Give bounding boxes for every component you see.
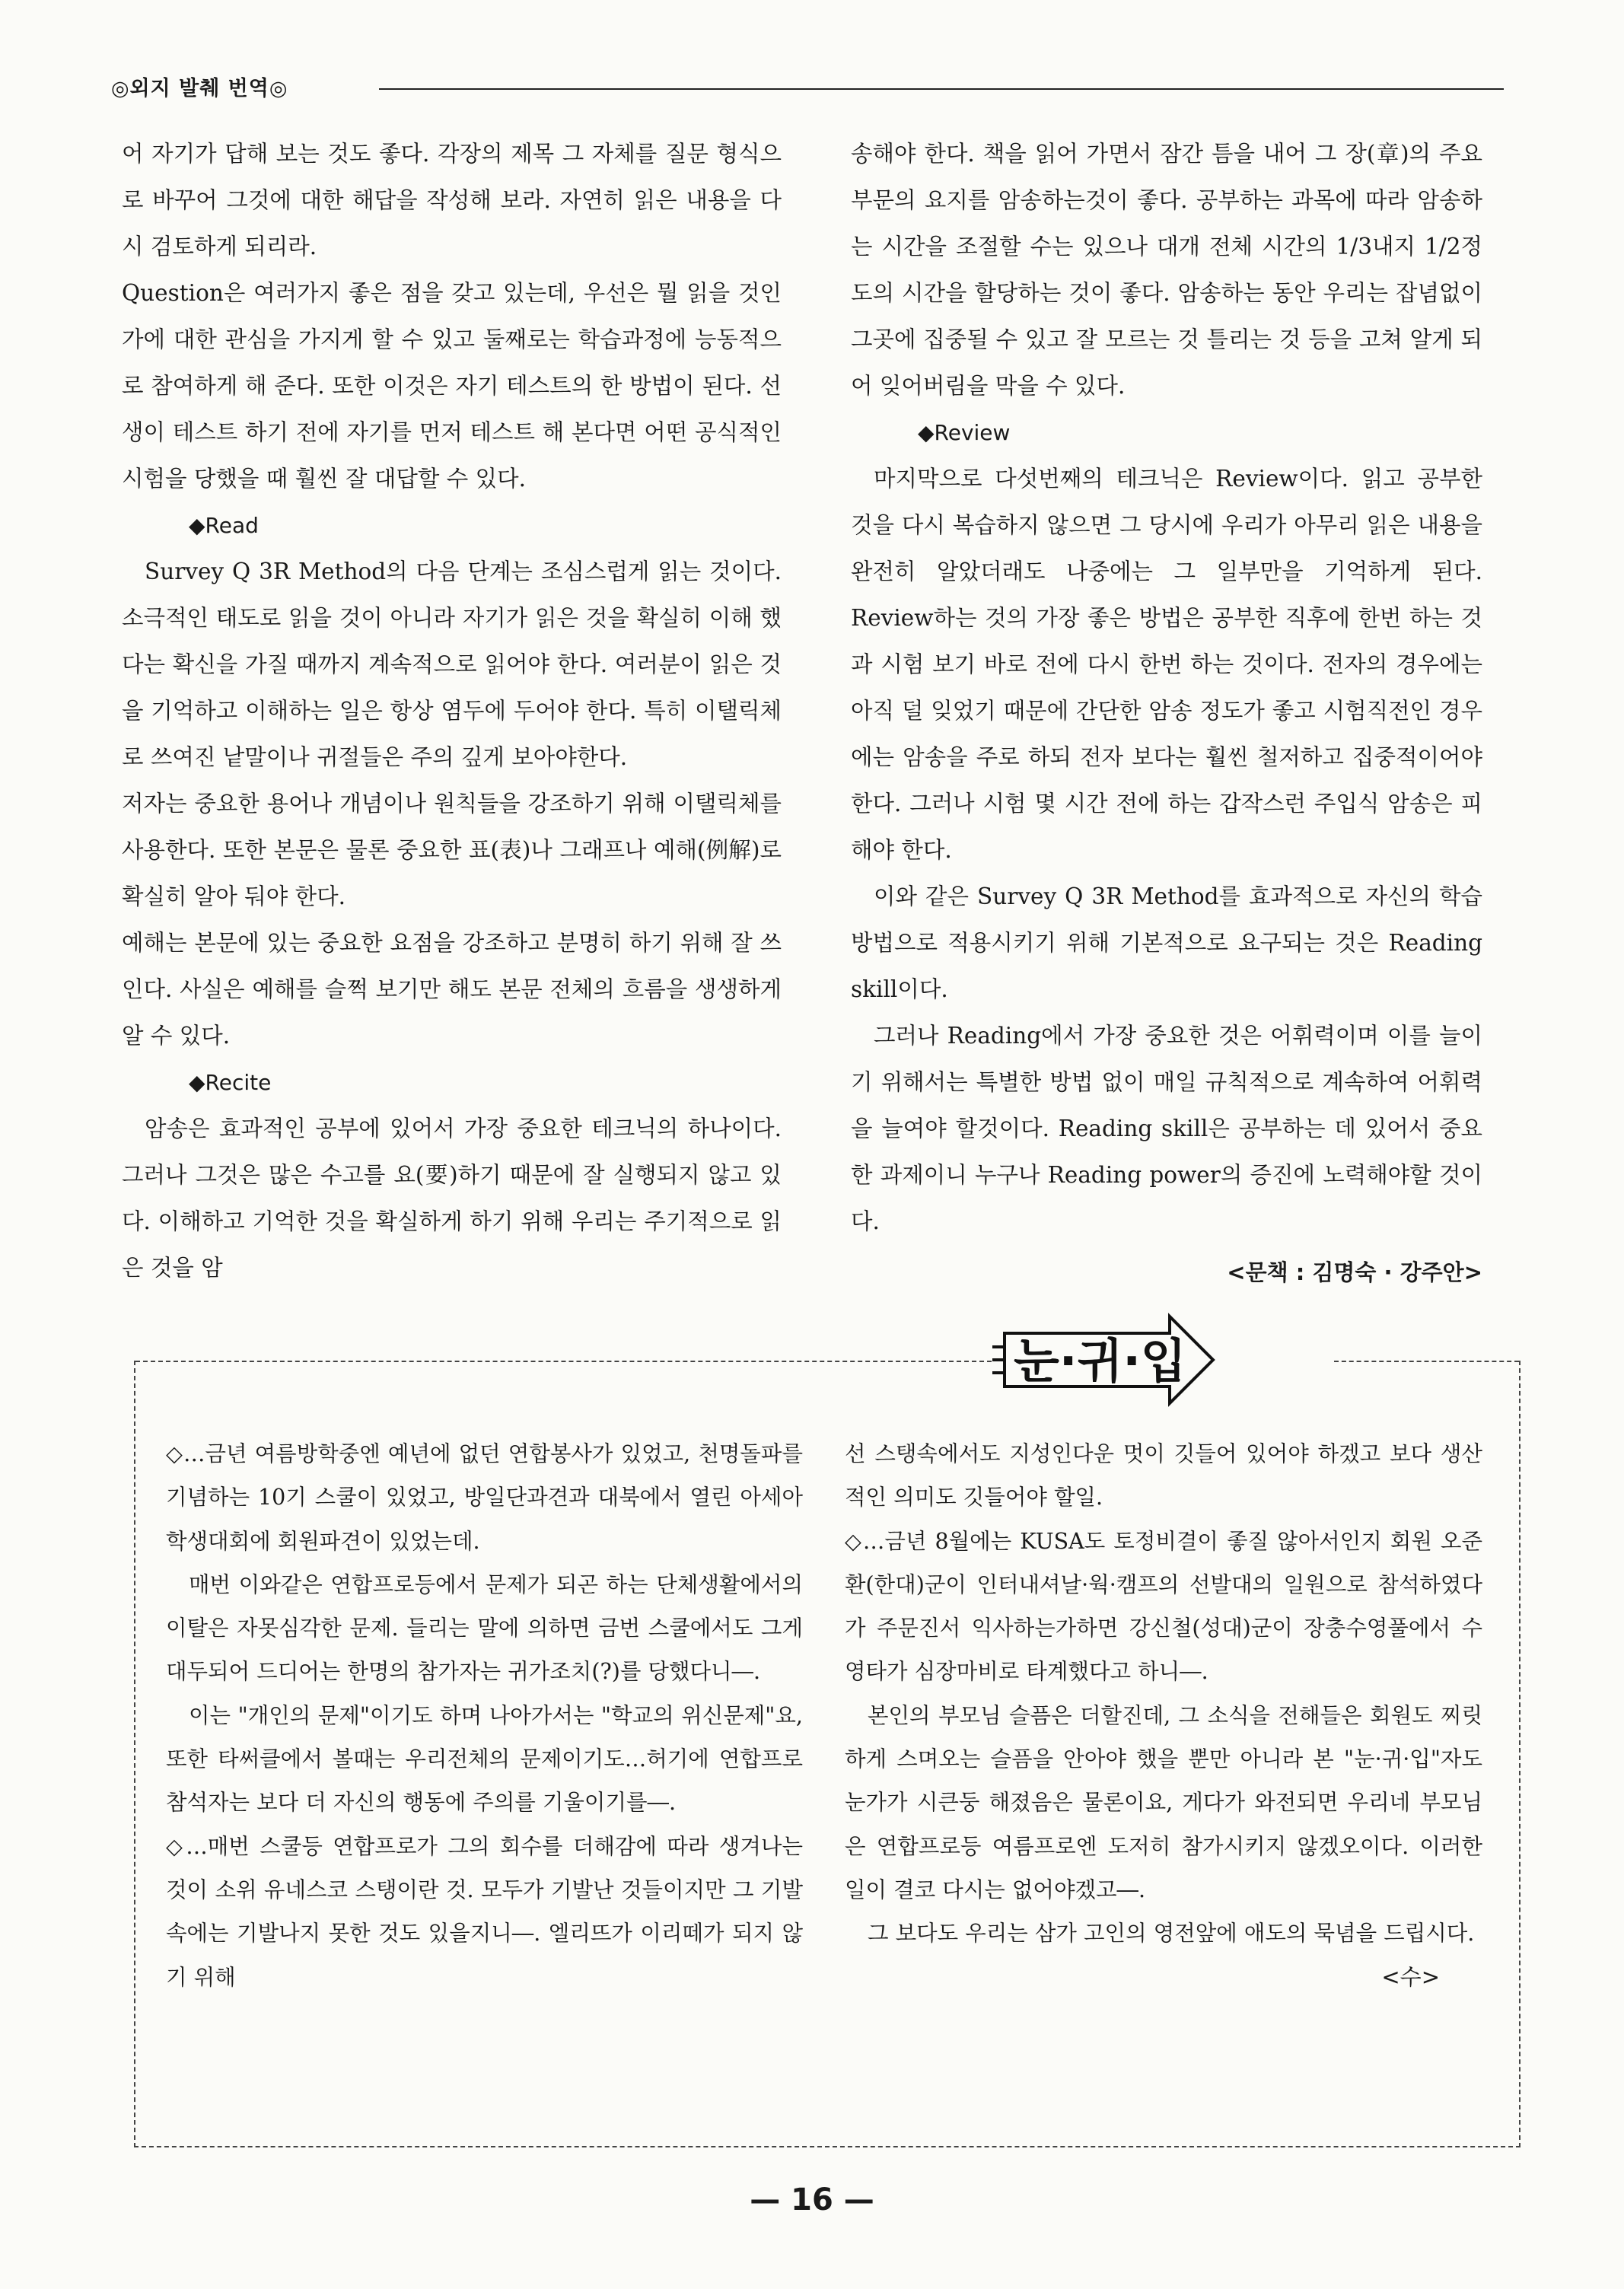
paragraph: 암송은 효과적인 공부에 있어서 가장 중요한 테크닉의 하나이다. 그러나 그것은 많은 수고를 요(要)하기 때문에 잘 실행되지 않고 있다. 이해하고 기억한 것을 확실하게 하기 위해 우리는 주기적으로 읽은 것을 암	[122, 1116, 782, 1281]
paragraph: 선 스탱속에서도 지성인다운 멋이 깃들어 있어야 하겠고 보다 생산적인 의미도 깃들어야 할일.	[845, 1441, 1482, 1511]
page-number: — 16 —	[750, 2182, 874, 2217]
column-box-left	[166, 1432, 803, 1999]
section-title: ◎외지 발췌 번역◎	[111, 77, 288, 100]
subheading-review: ◆Review	[918, 420, 1011, 445]
paragraph: 본인의 부모님 슬픔은 더할진데, 그 소식을 전해들은 회원도 찌릿하게 스며오는 슬픔을 안아야 했을 뿐만 아니라 본 "눈·귀·입"자도 눈가가 시큰둥 해졌음은 물론이요, 게다가 와전되면 우리네 부모님은 연합프로등 여름프로엔 도저히 참가시키지 않겠오이다. 이러한 일이 결코 다시는 없어야겠고―.	[845, 1702, 1482, 1902]
paragraph: 마지막으로 다섯번째의 테크닉은 Review이다. 읽고 공부한 것을 다시 복습하지 않으면 그 당시에 우리가 아무리 읽은 내용을 완전히 알았더래도 나중에는 그 일부만을 기억하게 된다. Review하는 것의 가장 좋은 방법은 공부한 직후에 한번 하는 것과 시험 보기 바로 전에 다시 한번 하는 것이다. 전자의 경우에는 아직 덜 잊었기 때문에 간단한 암송 정도가 좋고 시험직전인 경우에는 암송을 주로 하되 전자 보다는 훨씬 철저하고 집중적이어야 한다. 그러나 시험 몇 시간 전에 하는 갑작스런 주입식 암송은 피해야 한다.	[851, 466, 1482, 863]
box-border	[135, 1361, 992, 1362]
box-border	[1334, 1361, 1519, 1362]
running-header	[111, 70, 1504, 100]
header-rule	[379, 88, 1504, 90]
paragraph: 예해는 본문에 있는 중요한 요점을 강조하고 분명히 하기 위해 잘 쓰인다. 사실은 예해를 슬쩍 보기만 해도 본문 전체의 흐름을 생생하게 알 수 있다.	[122, 930, 782, 1049]
column-logo	[991, 1310, 1219, 1409]
paragraph: 매번 이와같은 연합프로등에서 문제가 되곤 하는 단체생활에서의 이탈은 자못심각한 문제. 들리는 말에 의하면 금번 스쿨에서도 그게 대두되어 드디어는 한명의 참가자는 귀가조치(?)를 당했다니―.	[166, 1571, 803, 1685]
paragraph: 이는 "개인의 문제"이기도 하며 나아가서는 "학교의 위신문제"요, 또한 타써클에서 볼때는 우리전체의 문제이기도…허기에 연합프로 참석자는 보다 더 자신의 행동에 주의를 기울이기를―.	[166, 1702, 803, 1816]
paragraph: ◇…금년 여름방학중엔 예년에 없던 연합봉사가 있었고, 천명돌파를 기념하는 10기 스쿨이 있었고, 방일단과견과 대북에서 열린 아세아 학생대회에 회원파견이 있었는데.	[166, 1441, 803, 1554]
paragraph: ◇…금년 8월에는 KUSA도 토정비결이 좋질 않아서인지 회원 오준환(한대)군이 인터내셔날·웍·캠프의 선발대의 일원으로 참석하였다가 주문진서 익사하는가하면 강신철(성대)군이 장충수영풀에서 수영타가 심장마비로 타계했다고 하니―.	[845, 1528, 1482, 1685]
column-box-right	[845, 1432, 1482, 1999]
paragraph: Question은 여러가지 좋은 점을 갖고 있는데, 우선은 뭘 읽을 것인가에 대한 관심을 가지게 할 수 있고 둘째로는 학습과정에 능동적으로 참여하게 해 준다. 또한 이것은 자기 테스트의 한 방법이 된다. 선생이 테스트 하기 전에 자기를 먼저 테스트 해 본다면 어떤 공식적인 시험을 당했을 때 훨씬 잘 대답할 수 있다.	[122, 280, 782, 492]
article-right-column	[851, 131, 1482, 1296]
paragraph: 그 보다도 우리는 삼가 고인의 영전앞에 애도의 묵념을 드립시다.	[868, 1921, 1475, 1947]
paragraph: 그러나 Reading에서 가장 중요한 것은 어휘력이며 이를 늘이기 위해서는 특별한 방법 없이 매일 규칙적으로 계속하여 어휘력을 늘여야 할것이다. Reading skill은 공부하는 데 있어서 중요한 과제이니 누구나 Reading power의 증진에 노력해야할 것이다.	[851, 1023, 1482, 1234]
byline: <문책 : 김명숙 · 강주안>	[1227, 1259, 1482, 1285]
paragraph: 송해야 한다. 책을 읽어 가면서 잠간 틈을 내어 그 장(章)의 주요부문의 요지를 암송하는것이 좋다. 공부하는 과목에 따라 암송하는 시간을 조절할 수는 있으나 대개 전체 시간의 1/3내지 1/2정도의 시간을 할당하는 것이 좋다. 암송하는 동안 우리는 잡념없이 그곳에 집중될 수 있고 잘 모르는 것 틀리는 것 등을 고쳐 알게 되어 잊어버림을 막을 수 있다.	[851, 141, 1482, 399]
subheading-read: ◆Read	[189, 513, 259, 538]
paragraph: 저자는 중요한 용어나 개념이나 원칙들을 강조하기 위해 이탤릭체를 사용한다. 또한 본문은 물론 중요한 표(表)나 그래프나 예해(例解)로 확실히 알아 둬야 한다.	[122, 791, 782, 909]
subheading-recite: ◆Recite	[189, 1070, 272, 1095]
paragraph: 이와 같은 Survey Q 3R Method를 효과적으로 자신의 학습방법으로 적용시키기 위해 기본적으로 요구되는 것은 Reading skill이다.	[851, 883, 1482, 1002]
signature: <수>	[1381, 1963, 1440, 1990]
article-left-column	[122, 131, 782, 1291]
logo-text: 눈·귀·입	[1014, 1333, 1186, 1389]
paragraph: 어 자기가 답해 보는 것도 좋다. 각장의 제목 그 자체를 질문 형식으로 바꾸어 그것에 대한 해답을 작성해 보라. 자연히 읽은 내용을 다시 검토하게 되리라.	[122, 141, 782, 259]
paragraph: Survey Q 3R Method의 다음 단계는 조심스럽게 읽는 것이다. 소극적인 태도로 읽을 것이 아니라 자기가 읽은 것을 확실히 이해 했다는 확신을 가질 때까지 계속적으로 읽어야 한다. 여러분이 읽은 것을 기억하고 이해하는 일은 항상 염두에 두어야 한다. 특히 이탤릭체로 쓰여진 낱말이나 귀절들은 주의 깊게 보아야한다.	[122, 559, 782, 770]
paragraph: ◇…매번 스쿨등 연합프로가 그의 회수를 더해감에 따라 생겨나는 것이 소위 유네스코 스탱이란 것. 모두가 기발난 것들이지만 그 기발 속에는 기발나지 못한 것도 있을지니―. 엘리뜨가 이리떼가 되지 않기 위해	[166, 1833, 803, 1990]
